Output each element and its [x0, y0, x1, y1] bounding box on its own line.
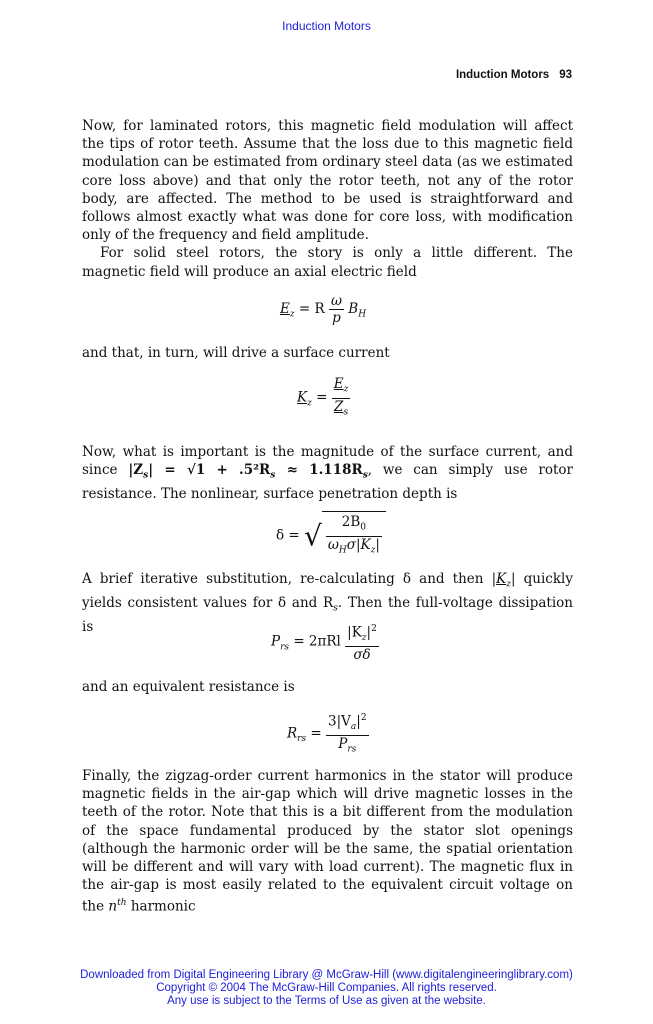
page-number: 93 — [559, 69, 572, 81]
sqrt-icon: √ — [304, 519, 322, 553]
paragraph: For solid steel rotors, the story is only a little different. The magnetic field will produce an axial electric field — [82, 245, 573, 280]
eq-denominator: σδ — [353, 647, 371, 664]
paragraph-text: Finally, the zigzag-order current harmonics in the stator will produce magnetic fields in the air-gap which will drive magnetic losses in the teeth of the rotor. Note that this is a bit different from the modulation of the space fundamental produced by the stator slot openings (although the harmonic order will be the same, the spatial orientation will be different and will vary with load current). The magnetic flux in the air-gap is most easily related to the equivalent circuit voltage on the — [82, 768, 573, 915]
text-block-5 — [82, 678, 573, 696]
paragraph: Finally, the zigzag-order current harmonics in the stator will produce magnetic fields in the air-gap which will drive magnetic losses in the teeth of the rotor. Note that this is a bit different from the modulation of the space fundamental produced by the stator slot openings (although the harmonic order will be the same, the spatial orientation will be different and will vary with load current). The magnetic flux in the air-gap is most easily related to the equivalent circuit voltage on the $n^{th}$ harmonic — [82, 768, 573, 915]
eq-denominator: Z — [334, 398, 344, 415]
paragraph: and an equivalent resistance is — [82, 679, 295, 695]
eq-symbol: K — [297, 389, 308, 406]
eq-symbol: R — [287, 725, 298, 742]
equation-electric-field: $E_z = R$ $\frac{\omega}{p}$ $B_H$ — [280, 293, 367, 326]
paragraph-text: The nonlinear, surface penetration depth is — [160, 486, 458, 503]
eq-text: = 2πRl — [293, 633, 341, 650]
source-banner: Induction Motors — [282, 19, 371, 33]
running-head — [456, 69, 572, 81]
inline-equation: ≈ 1.118R — [275, 462, 363, 479]
text-block-1 — [82, 117, 573, 281]
paragraph-text: A brief iterative substitution, re-calculating δ and then — [82, 571, 484, 587]
eq-symbol: B — [348, 301, 359, 317]
equation-penetration-depth: δ = √ $\frac{2B_0}{\omega_H\sigma|K_z|}$ — [276, 511, 386, 558]
inline-equation: |Z — [128, 462, 144, 479]
text-block-6 — [82, 767, 573, 916]
eq-text: = R — [298, 301, 325, 317]
text-block-2 — [82, 344, 573, 362]
footer-terms-line: Any use is subject to the Terms of Use as given at the website. — [167, 995, 486, 1007]
running-head-title: Induction Motors — [455, 69, 550, 81]
paragraph: A brief iterative substitution, re-calculating δ and then $|K_z|$ quickly yields consistent values for δ and $R_s$. Then the full-voltage dissipation is — [82, 571, 573, 635]
eq-symbol: P — [271, 633, 281, 650]
eq-numerator: 2B — [341, 514, 361, 530]
eq-numerator: 3|V — [328, 713, 351, 730]
eq-numerator: ω — [330, 293, 342, 309]
eq-numerator: |K — [347, 624, 362, 641]
paragraph-text: . Then the full-voltage dissipation is — [82, 594, 573, 635]
inline-equation: | = √1 + .5²R — [148, 462, 271, 479]
paragraph: Now, for laminated rotors, this magnetic field modulation will affect the tips of rotor teeth. Assume that the loss due to this magnetic field modulation can be estimated from ordinary steel data (as we estimated core loss above) and that only the rotor teeth, not any of the rotor body, are affected. The method to be used is straightforward and follows almost exactly what was done for core loss, with modification only of the frequency and field amplitude. — [82, 118, 573, 244]
paragraph: and that, in turn, will drive a surface current — [82, 345, 390, 361]
eq-denominator: σ|K — [346, 536, 371, 553]
footer-download-line[interactable]: Downloaded from Digital Engineering Library @ McGraw-Hill (www.digitalengineeringlibrary.com) — [80, 969, 573, 981]
paragraph: Now, what is important is the magnitude of the surface current, and since $|Z_s| = √1 + .5^2R_s \approx 1.118R_s$, we can simply use rotor resistance. The nonlinear, surface penetration depth is — [82, 444, 573, 503]
paragraph-text: Now, what is important is the magnitude of the surface current, and since — [82, 444, 573, 479]
equation-dissipation: $P_{rs} = 2\pi Rl$ $\frac{|K_z|^2}{\sigma\delta}$ — [271, 621, 379, 663]
equation-surface-current: $K_z$ = $\frac{E_z}{Z_s}$ — [297, 376, 349, 418]
footer-copyright-line: Copyright © 2004 The McGraw-Hill Companies. All rights reserved. — [156, 982, 497, 994]
paragraph-text: quickly yields consistent values for δ and R — [82, 571, 573, 611]
eq-denominator: ω — [327, 536, 339, 553]
paragraph-text: , we can simply use rotor resistance. — [82, 462, 573, 503]
text-block-3 — [82, 443, 573, 503]
eq-denominator: p — [332, 310, 341, 326]
paragraph-text: harmonic — [130, 898, 196, 915]
equation-equivalent-resistance: $R_{rs}$ = $\frac{3|V_a|^2}{P_{rs}}$ — [287, 710, 369, 758]
eq-symbol: δ = — [276, 527, 300, 544]
eq-numerator: E — [333, 376, 344, 392]
eq-symbol: E — [280, 301, 290, 317]
eq-denominator: P — [338, 736, 348, 753]
